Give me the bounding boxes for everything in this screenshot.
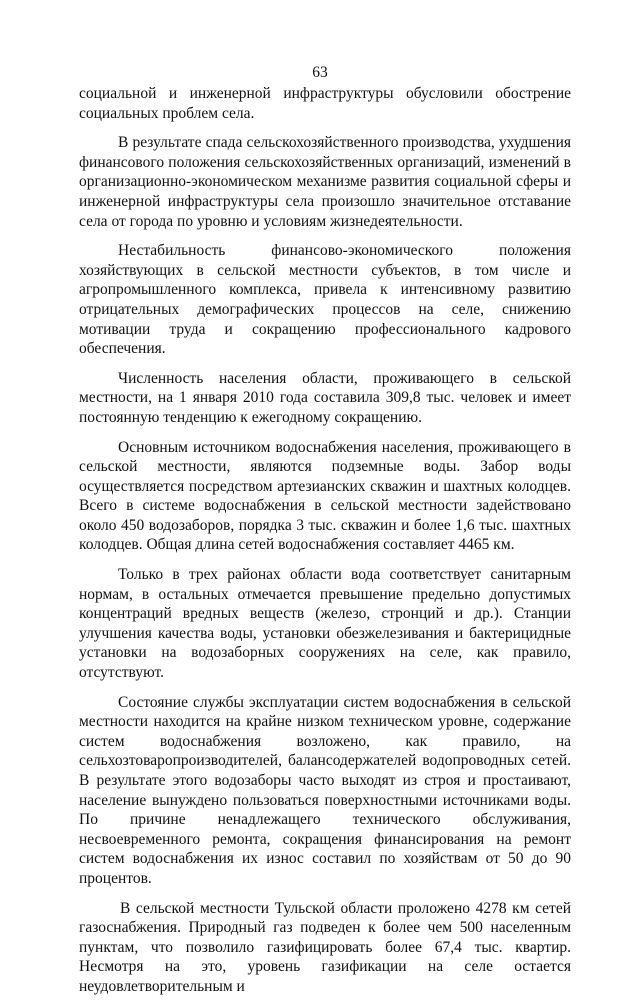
page-number: 63 <box>312 64 328 81</box>
paragraph-water-quality: Только в трех районах области вода соответствует санитарным нормам, в остальных отмечается превышение предельно допустимых концентраций вредных веществ (железо, стронций и др.). Станции улучшения качества воды, установки обезжелезивания и бактерицидные установки на водозаборных сооружениях на селе, как правило, отсутствуют. <box>79 566 571 682</box>
paragraph-agricultural-decline: В результате спада сельскохозяйственного производства, ухудшения финансового положения сельскохозяйственных организаций, изменений в организационно-экономическом механизме развития социальной сферы и инженерной инфраструктуры села произошло значительное отставание села от города по уровню и условиям жизнедеятельности. <box>79 134 571 230</box>
document-body <box>79 84 571 1007</box>
paragraph-gas-supply: В сельской местности Тульской области проложено 4278 км сетей газоснабжения. Природный газ подведен к более чем 500 населенным пунктам, что позволило газифицировать более 67,4 тыс. квартир. Несмотря на это, уровень газификации на селе остается неудовлетворительным и <box>79 899 571 995</box>
paragraph-water-service-state: Состояние службы эксплуатации систем водоснабжения в сельской местности находится на крайне низком техническом уровне, содержание систем водоснабжения возложено, как правило, на сельхозтоваропроизводителей, балансодержателей водопроводных сетей. В результате этого водозаборы часто выходят из строя и простаивают, население вынуждено пользоваться поверхностными источниками воды. По причине ненадлежащего технического обслуживания, несвоевременного ремонта, сокращения финансирования на ремонт систем водоснабжения их износ составил по хозяйствам от 50 до 90 процентов. <box>79 693 571 887</box>
paragraph-rural-population: Численность населения области, проживающего в сельской местности, на 1 января 2010 года составила 309,8 тыс. человек и имеет постоянную тенденцию к ежегодному сокращению. <box>79 369 571 426</box>
paragraph-financial-instability: Нестабильность финансово-экономического положения хозяйствующих в сельской местности субъектов, в том числе и агропромышленного комплекса, привела к интенсивному развитию отрицательных демографических процессов на селе, снижению мотивации труда и сокращению профессионального кадрового обеспечения. <box>79 242 571 358</box>
paragraph-water-supply-sources: Основным источником водоснабжения населения, проживающего в сельской местности, являются подземные воды. Забор воды осуществляется посредством артезианских скважин и шахтных колодцев. Всего в системе водоснабжения в сельской местности задействовано около 450 водозаборов, порядка 3 тыс. скважин и более 1,6 тыс. шахтных колодцев. Общая длина сетей водоснабжения составляет 4465 км. <box>79 438 571 554</box>
paragraph-continuation: социальной и инженерной инфраструктуры обусловили обострение социальных проблем села. <box>79 85 571 122</box>
